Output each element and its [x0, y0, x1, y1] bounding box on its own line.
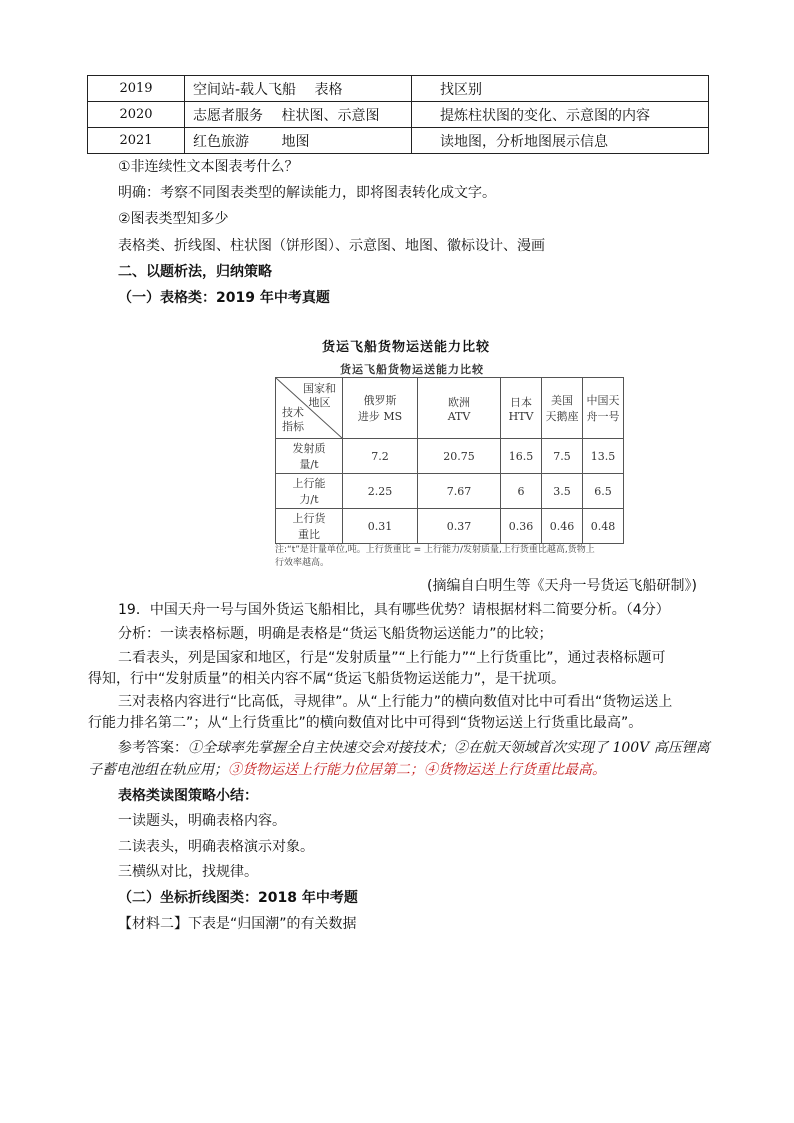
data-cell: 13.5 — [583, 439, 624, 474]
data-cell: 0.46 — [542, 509, 583, 544]
data-cell: 7.5 — [542, 439, 583, 474]
data-cell: 6.5 — [583, 474, 624, 509]
table-row — [88, 128, 709, 154]
summary-step-1: 一读题头，明确表格内容。 — [118, 813, 286, 829]
column-header: 日本 HTV — [501, 378, 542, 439]
corner-label-region: 国家和 地区 — [303, 382, 336, 409]
data-cell: 7.67 — [418, 474, 501, 509]
year-cell: 2021 — [88, 128, 185, 154]
row-label: 发射质 量/t — [276, 439, 343, 474]
row-label: 上行能 力/t — [276, 474, 343, 509]
subsection-heading-line-chart: （二）坐标折线图类：2018 年中考题 — [118, 890, 358, 906]
data-cell: 7.2 — [343, 439, 418, 474]
summary-heading: 表格类读图策略小结： — [118, 788, 258, 804]
year-cell: 2020 — [88, 102, 185, 128]
question-2: ②图表类型知多少 — [118, 211, 229, 227]
data-cell: 6 — [501, 474, 542, 509]
answer-text-highlighted: ③货物运送上行能力位居第二；④货物运送上行货重比最高。 — [228, 762, 606, 778]
reference-answer-line-1 — [118, 738, 710, 758]
figure-note: 注:“t”是计量单位,吨。上行货重比 = 上行能力/发射质量,上行货重比越高,货物上行效率越高。 — [275, 545, 595, 568]
table-header-row — [276, 378, 624, 439]
topic-cell: 志愿者服务 柱状图、示意图 — [185, 102, 412, 128]
row-label: 上行货 重比 — [276, 509, 343, 544]
answer-2: 表格类、折线图、柱状图（饼形图）、示意图、地图、徽标设计、漫画 — [118, 238, 545, 254]
material-two-intro: 【材料二】下表是“归国潮”的有关数据 — [118, 916, 357, 932]
section-heading-2: 二、以题析法，归纳策略 — [118, 264, 272, 280]
column-header: 欧洲 ATV — [418, 378, 501, 439]
figure-title: 货运飞船货物运送能力比较 — [322, 340, 491, 355]
table-row — [276, 439, 624, 474]
summary-step-2: 二读表头，明确表格演示对象。 — [118, 839, 314, 855]
analysis-step-3a: 三对表格内容进行“比高低，寻规律”。从“上行能力”的横向数值对比中可看出“货物运送上 — [118, 694, 673, 710]
summary-step-3: 三横纵对比，找规律。 — [118, 864, 258, 880]
table-row — [276, 509, 624, 544]
answer-text: 子蓄电池组在轨应用； — [88, 762, 228, 778]
answer-label: 参考答案： — [118, 740, 188, 756]
answer-text: ①全球率先掌握全自主快速交会对接技术；②在航天领域首次实现了 100V 高压锂离 — [188, 740, 710, 756]
analysis-step-2a: 二看表头，列是国家和地区，行是“发射质量”“上行能力”“上行货重比”，通过表格标题可 — [118, 650, 666, 666]
skill-cell: 提炼柱状图的变化、示意图的内容 — [412, 102, 709, 128]
data-cell: 3.5 — [542, 474, 583, 509]
analysis-step-2b: 得知，行中“发射质量”的相关内容不属“货运飞船货物运送能力”，是干扰项。 — [88, 671, 566, 687]
corner-label-metric: 技术 指标 — [282, 406, 304, 433]
question-19: 19．中国天舟一号与国外货运飞船相比，具有哪些优势？请根据材料二简要分析。（4分） — [118, 602, 670, 618]
figure-source: (摘编自白明生等《天舟一号货运飞船研制》) — [427, 578, 697, 594]
column-header: 美国 天鹅座 — [542, 378, 583, 439]
question-1: ①非连续性文本图表考什么？ — [118, 159, 299, 175]
skill-cell: 找区别 — [412, 76, 709, 102]
topic-cell: 红色旅游 地图 — [185, 128, 412, 154]
data-cell: 0.37 — [418, 509, 501, 544]
reference-answer-line-2 — [88, 760, 606, 780]
column-header: 俄罗斯 进步 MS — [343, 378, 418, 439]
answer-1: 明确：考察不同图表类型的解读能力，即将图表转化成文字。 — [118, 185, 496, 201]
subsection-heading-table: （一）表格类：2019 年中考真题 — [118, 290, 330, 306]
table-row — [276, 474, 624, 509]
data-cell: 2.25 — [343, 474, 418, 509]
data-cell: 20.75 — [418, 439, 501, 474]
figure-subtitle: 货运飞船货物运送能力比较 — [340, 363, 484, 376]
exam-topic-table — [87, 75, 709, 154]
column-header: 中国天 舟一号 — [583, 378, 624, 439]
corner-header-cell — [276, 378, 343, 439]
year-cell: 2019 — [88, 76, 185, 102]
skill-cell: 读地图，分析地图展示信息 — [412, 128, 709, 154]
cargo-ship-table — [275, 377, 624, 544]
topic-cell: 空间站-载人飞船 表格 — [185, 76, 412, 102]
analysis-step-3b: 行能力排名第二”；从“上行货重比”的横向数值对比中可得到“货物运送上行货重比最高”。 — [88, 715, 643, 731]
table-row — [88, 76, 709, 102]
table-row — [88, 102, 709, 128]
data-cell: 0.36 — [501, 509, 542, 544]
data-cell: 0.48 — [583, 509, 624, 544]
data-cell: 16.5 — [501, 439, 542, 474]
data-cell: 0.31 — [343, 509, 418, 544]
analysis-step-1: 分析：一读表格标题，明确是表格是“货运飞船货物运送能力”的比较； — [118, 626, 553, 642]
